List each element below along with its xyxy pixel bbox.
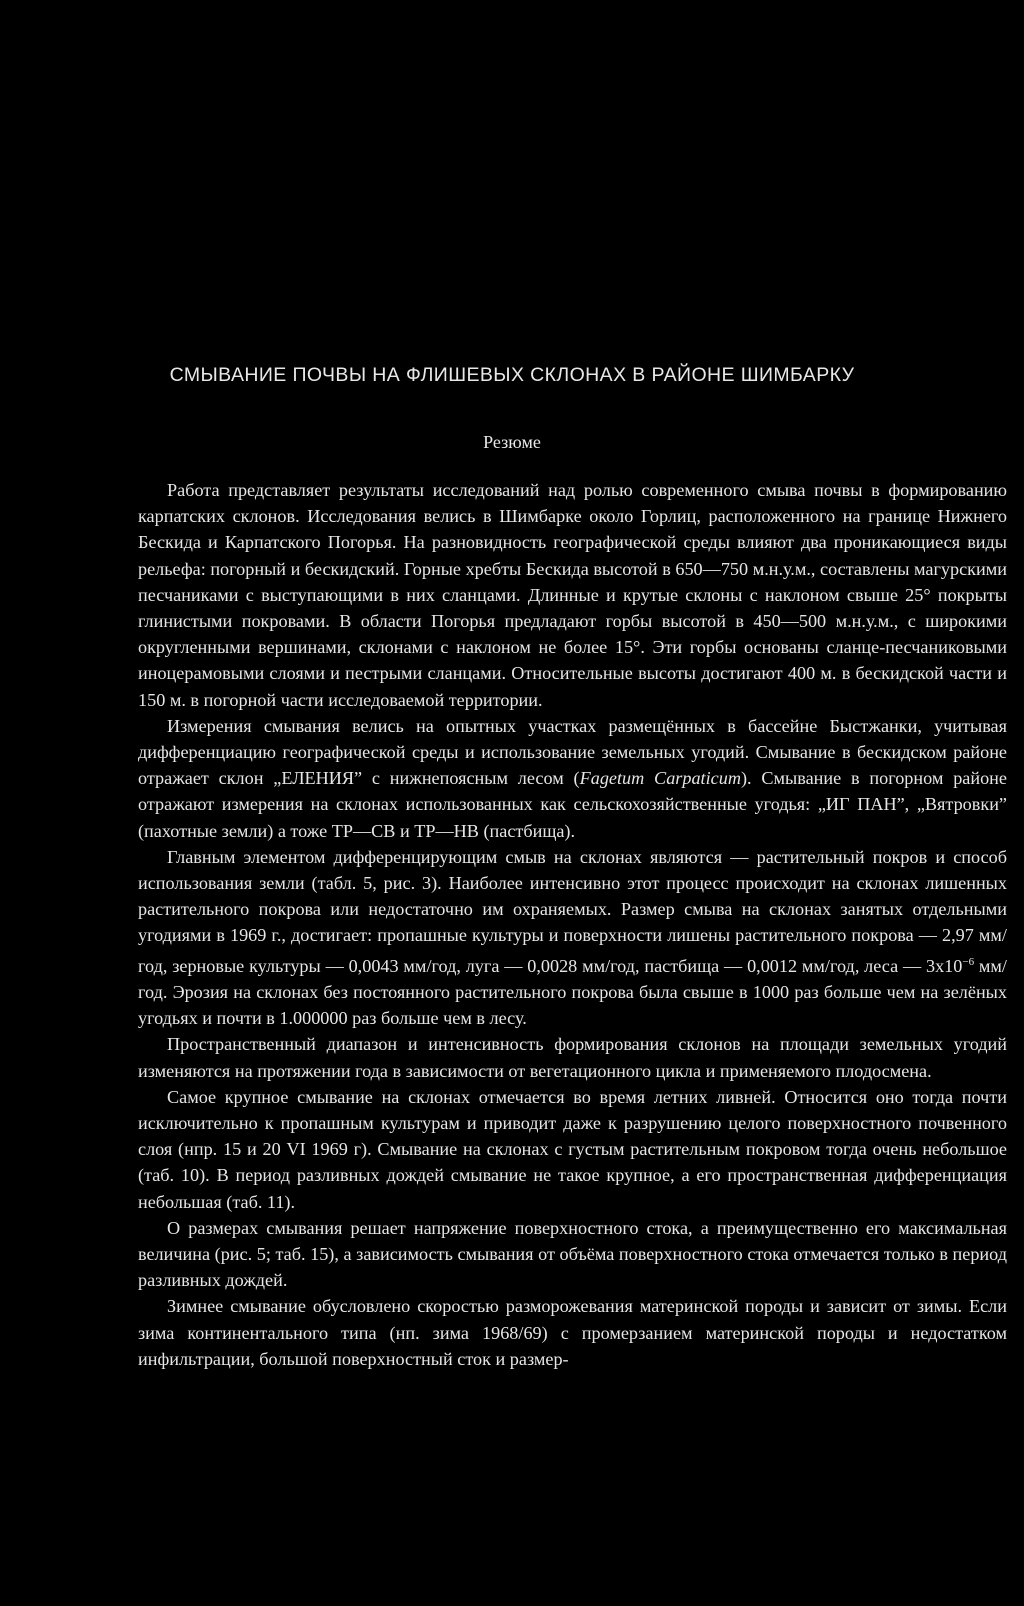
paragraph [138, 1031, 1007, 1083]
paragraph [138, 477, 1007, 713]
superscript: −6 [962, 955, 975, 968]
paragraph [138, 1215, 1007, 1294]
italic-term: Fagetum Carpaticum [579, 768, 741, 789]
document-body [138, 477, 1007, 1372]
text-segment: Главным элементом дифференцирующим смыв на склонах являются — растительный покров и способ использования земли (табл. 5, рис. 3). Наиболее интенсивно этот процесс происходит на склонах лишенных растительного покрова или недостаточно им охраняемых. Размер смыва на склонах занятых отдельными угодиями в 1969 г., достигает: пропашные культуры и поверхности лишены растительного покрова — 2,97 мм/год, зерновые культуры — 0,0043 мм/год, луга — 0,0028 мм/год, пастбища — 0,0012 мм/год, леса — 3x10 [138, 846, 1007, 976]
document-subtitle: Резюме [483, 432, 541, 452]
document-title: СМЫВАНИЕ ПОЧВЫ НА ФЛИШЕВЫХ СКЛОНАХ В РАЙОНЕ ШИМБАРКУ [169, 364, 855, 386]
paragraph [138, 1293, 1007, 1372]
text-segment: Пространственный диапазон и интенсивность формирования склонов на площади земельных угодий изменяются на протяжении года в зависимости от вегетационного цикла и применяемого плодосмена. [138, 1034, 1007, 1081]
text-segment: О размерах смывания решает напряжение поверхностного стока, а преимущественно его максимальная величина (рис. 5; таб. 15), а зависимость смывания от объёма поверхностного стока отмечается только в период разливных дождей. [138, 1217, 1007, 1291]
text-segment: Зимнее смывание обусловлено скоростью разморожевания материнской породы и зависит от зимы. Если зима континентального типа (нп. зима 1968/69) с промерзанием материнской породы и недостатком инфильтрации, большой поверхностный сток и размер- [138, 1296, 1007, 1369]
paragraph [138, 1084, 1007, 1215]
text-segment: Самое крупное смывание на склонах отмечается во время летних ливней. Относится оно тогда почти исключительно к пропашным культурам и приводит даже к разрушению целого поверхностного почвенного слоя (нпр. 15 и 20 VI 1969 г). Смывание на склонах с густым растительным покровом тогда очень небольшое (таб. 10). В период разливных дождей смывание не такое крупное, а его пространственная дифференциация небольшая (таб. 11). [138, 1086, 1007, 1212]
paragraph [138, 844, 1007, 1031]
paragraph [138, 713, 1007, 844]
text-segment: мм/год. Эрозия на склонах без постоянного растительного покрова была свыше в 1000 раз больше чем на зелёных угодьях и почти в 1.000000 раз больше чем в лесу. [138, 955, 1007, 1029]
text-segment: Измерения смывания велись на опытных участках размещённых в бассейне Быстжанки, учитывая дифференциацию географической среды и использование земельных угодий. Смывание в бескидском районе отражает склон „ЕЛЕНИЯ” с нижнепоясным лесом ( [138, 715, 1007, 789]
text-segment: Работа представляет результаты исследований над ролью современного смыва почвы в формированию карпатских склонов. Исследования велись в Шимбарке около Горлиц, расположенного на границе Нижнего Бескида и Карпатского Погорья. На разновидность географической среды влияют два проникающиеся виды рельефа: погорный и бескидский. Горные хребты Бескида высотой в 650—750 м.н.у.м., составлены магурскими песчаниками с выступающими в них сланцами. Длинные и крутые склоны с наклоном свыше 25° покрыты глинистыми покровами. В области Погорья предладают горбы высотой в 450—500 м.н.у.м., с широкими округленными вершинами, склонами с наклоном не более 15°. Эти горбы основаны сланце-песчаниковыми иноцерамовыми слоями и пестрыми сланцами. Относительные высоты достигают 400 м. в бескидской части и 150 м. в погорной части исследоваемой территории. [138, 480, 1007, 710]
text-segment: ). Смывание в погорном районе отражают измерения на склонах использованных как сельскохозяйственные угодья: „ИГ ПАН”, „Вятровки” (пахотные земли) а тоже ТР—СВ и ТР—НВ (пастбища). [138, 768, 1007, 841]
